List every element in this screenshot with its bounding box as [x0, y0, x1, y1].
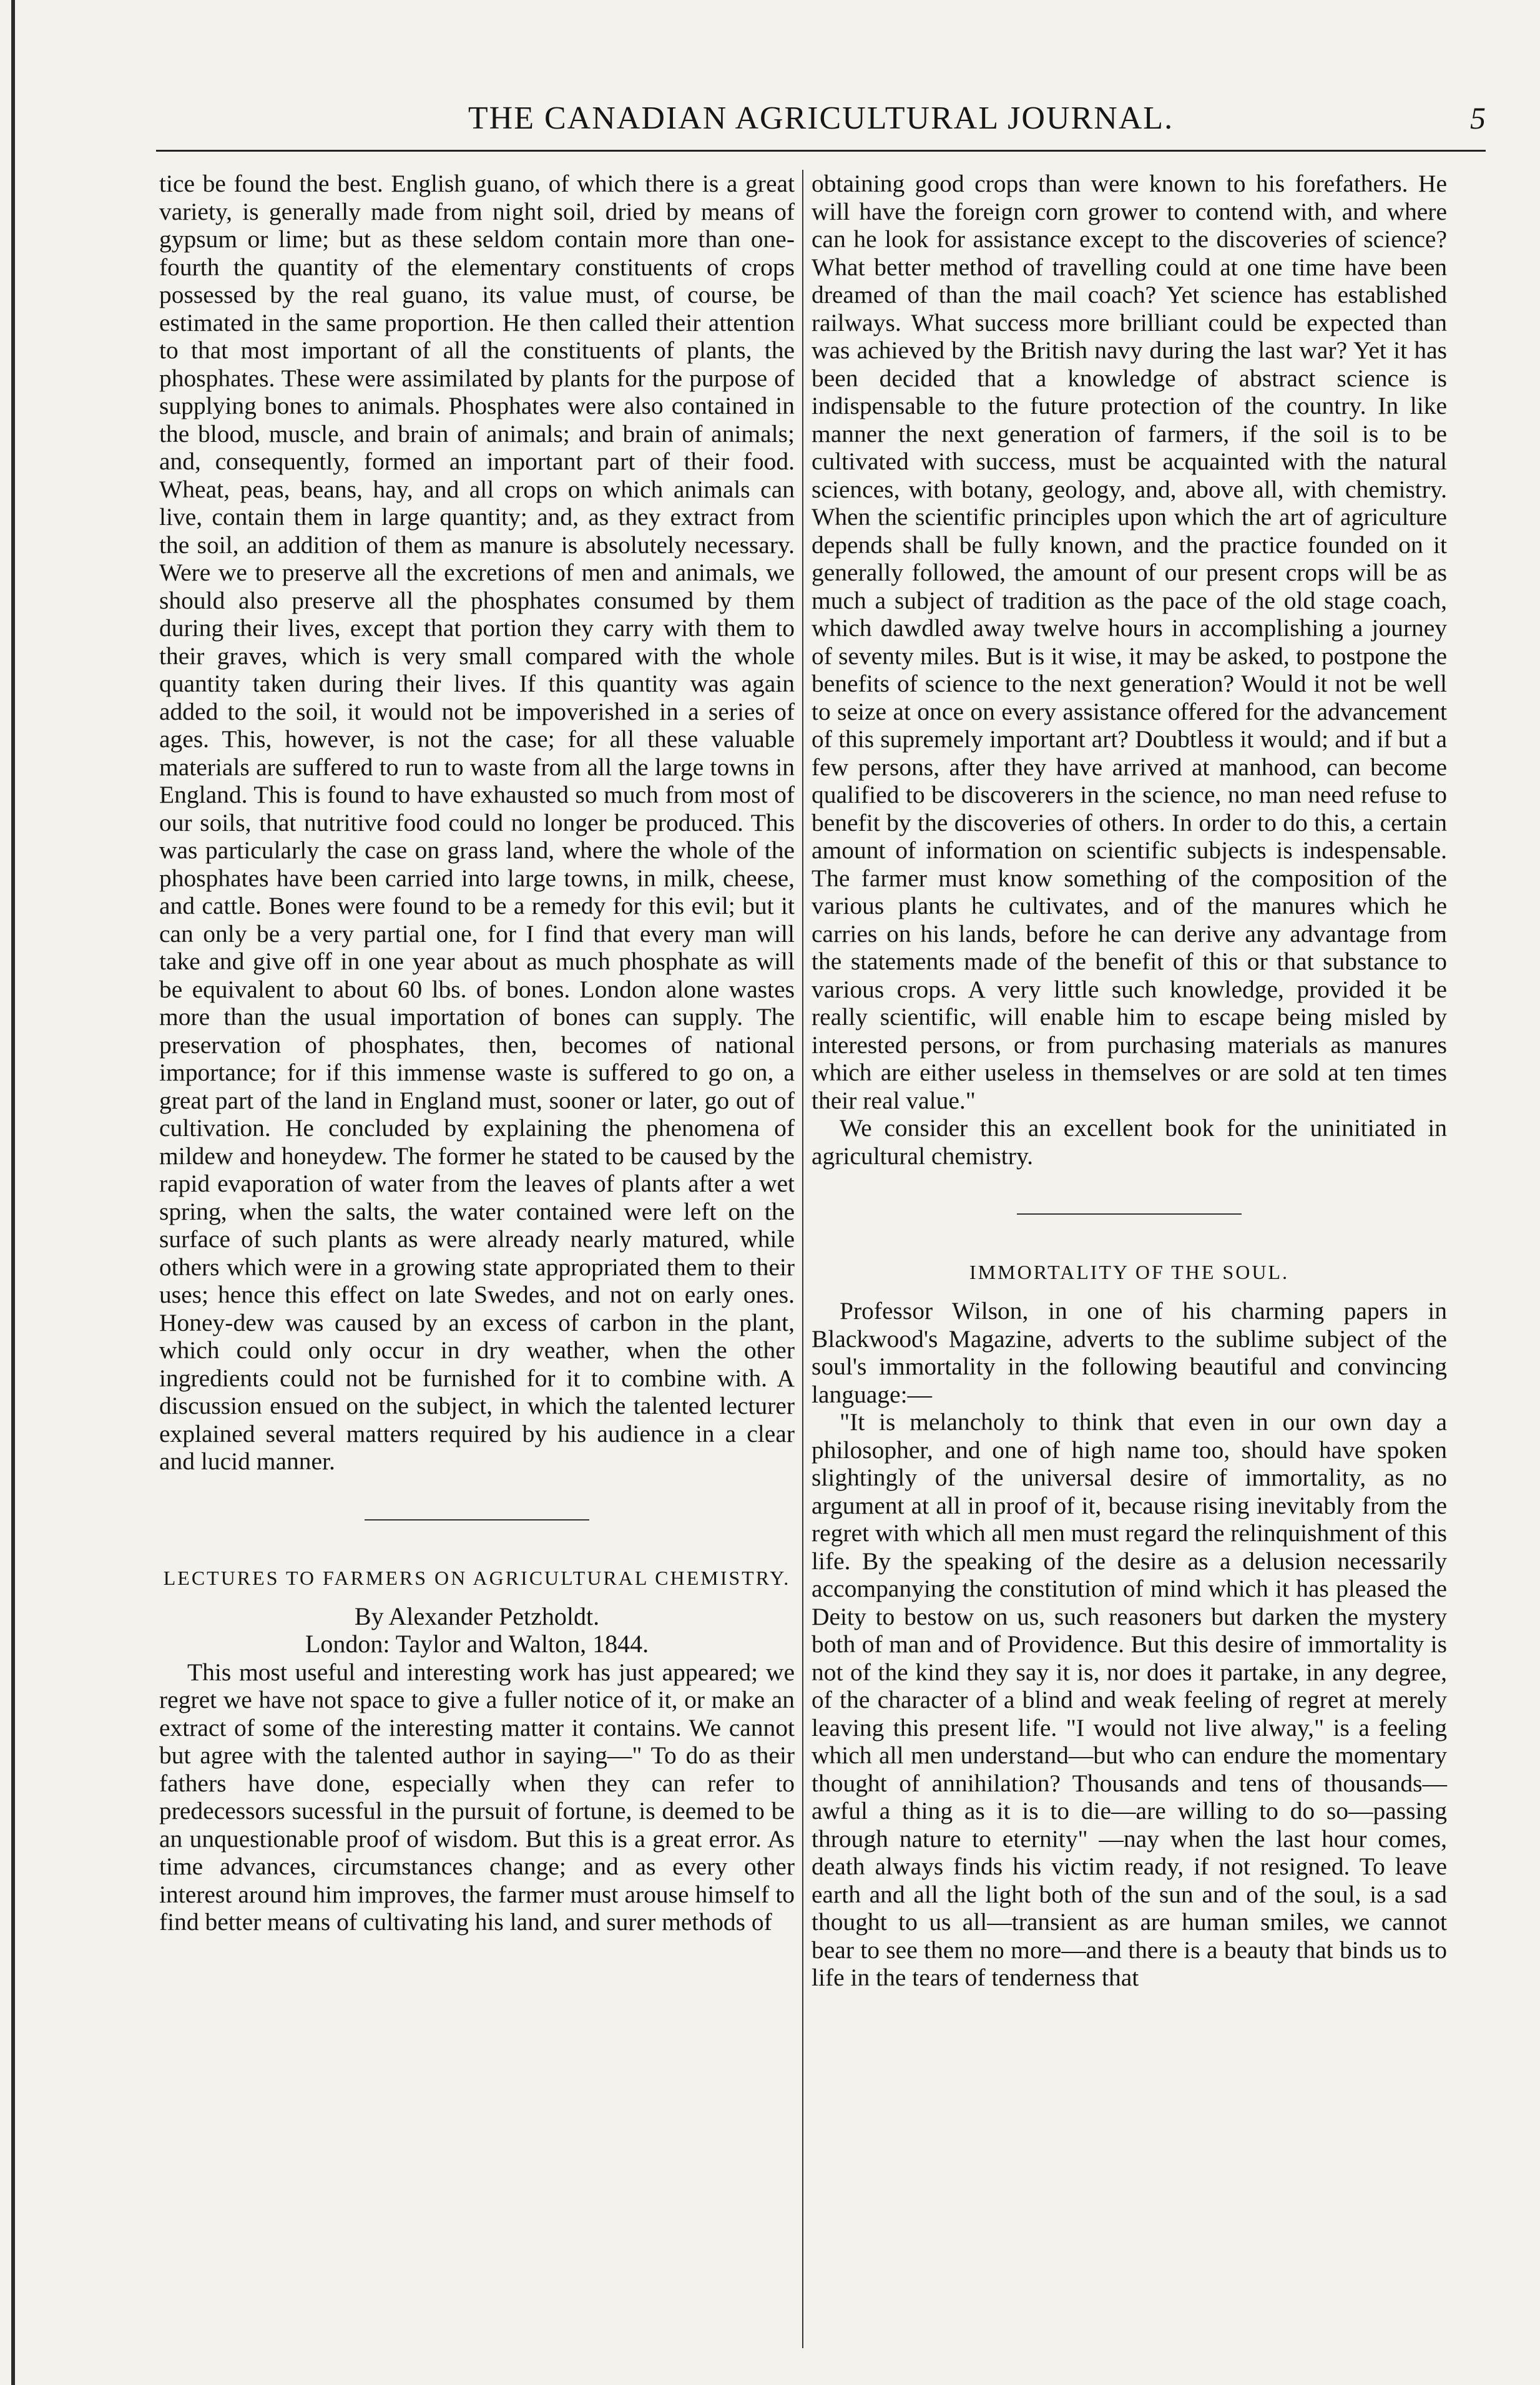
page-number: 5 — [1470, 100, 1486, 135]
page-edge-rule — [11, 0, 15, 2385]
review-conclusion: We consider this an excellent book for the uninitiated in agricultural chemistry. — [812, 1114, 1447, 1170]
intro-text: Professor Wilson, in one of his charming papers in Blackwood's Magazine, adverts to the sublime subject of the soul's immortality in the following beautiful and convincing language:— — [812, 1297, 1447, 1408]
right-column — [812, 170, 1447, 1992]
section-title-immortality: IMMORTALITY OF THE SOUL. — [969, 1261, 1289, 1283]
continued-article-text: tice be found the best. English guano, of which there is a great variety, is generally made from night soil, dried by means of gypsum or lime; but as these seldom contain more than one-fourth the quantity of the elementary constituents of crops possessed by the real guano, its value must, of course, be estimated in the same proportion. He then called their attention to that most important of all the constituents of plants, the phosphates. These were assimilated by plants for the purpose of supplying bones to animals. Phosphates were also contained in the blood, muscle, and brain of animals; and brain of animals; and, consequently, formed an important part of their food. Wheat, peas, beans, hay, and all crops on which animals can live, contain them in large quantity; and, as they extract from the soil, an addition of them as manure is absolutely necessary. Were we to preserve all the excretions of men and animals, we should also preserve all the phosphates consumed by them during their lives, except that portion they carry with them to their graves, which is very small compared with the whole quantity taken during their lives. If this quantity was again added to the soil, it would not be impoverished in a series of ages. This, however, is not the case; for all these valuable materials are suffered to run to waste from all the large towns in England. This is found to have exhausted so much from most of our soils, that nutritive food could no longer be produced. This was particularly the case on grass land, where the whole of the phosphates have been carried into large towns, in milk, cheese, and cattle. Bones were found to be a remedy for this evil; but it can only be a very partial one, for I find that every man will take and give off in one year about as much phosphate as will be equivalent to about 60 lbs. of bones. London alone wastes more than the usual importation of bones can supply. The preservation of phosphates, then, becomes of national importance; for if this immense waste is suffered to go on, a great part of the land in England must, sooner or later, go out of cultivation. He concluded by explaining the phenomena of mildew and honeydew. The former he stated to be caused by the rapid evaporation of water from the leaves of plants after a wet spring, when the salts, the water contained were left on the surface of such plants as were already nearly matured, while others which were in a growing state appropriated them to their uses; hence this effect on late Swedes, and not on early ones. Honey-dew was caused by an excess of carbon in the plant, which could only occur in dry weather, when the other ingredients could not be furnished for it to combine with. A discussion ensued on the subject, in which the talented lecturer explained several matters required by his audience in a clear and lucid manner. — [159, 170, 795, 1475]
column-divider — [802, 170, 803, 2348]
section-title-lectures: LECTURES TO FARMERS ON AGRICULTURAL CHEMISTRY. — [163, 1566, 791, 1589]
quoted-passage: "It is melancholy to think that even in our own day a philosopher, and one of high name too, should have spoken slightingly of the universal desire of immortality, as no argument at all in proof of it, because rising inevitably from the regret with which all men must regard the relinquishment of this life. By the speaking of the desire as a delusion necessarily accompanying the constitution of mind which it has pleased the Deity to bestow on us, such reasoners but darken the mystery both of man and of Providence. But this desire of immortality is not of the kind they say it is, nor does it partake, in any degree, of the character of a blind and weak feeling of regret at merely leaving this present life. "I would not live alway," is a feeling which all men understand—but who can endure the momentary thought of annihilation? Thousands and tens of thousands—awful a thing as it is to die—are willing to do so—passing through nature to eternity" —nay when the last hour comes, death always finds his victim ready, if not resigned. To leave earth and all the light both of the sun and of the soul, is a sad thought to us all—transient as are human smiles, we cannot bear to see them no more—and there is a beauty that binds us to life in the tears of tenderness that — [812, 1408, 1447, 1991]
left-column — [159, 170, 795, 1936]
review-text: This most useful and interesting work has just appeared; we regret we have not space to give a fuller notice of it, or make an extract of some of the interesting matter it contains. We cannot but agree with the talented author in saying—" To do as their fathers have done, especially when they can refer to predecessors sucessful in the pursuit of fortune, is deemed to be an unquestionable proof of wisdom. But this is a great error. As time advances, circumstances change; and as every other interest around him improves, the farmer must arouse himself to find better means of cultivating his land, and surer methods of — [159, 1658, 795, 1936]
book-imprint: London: Taylor and Walton, 1844. — [305, 1630, 649, 1658]
article-byline: By Alexander Petzholdt. — [354, 1602, 600, 1630]
header-rule — [156, 150, 1486, 152]
quoted-review-text: obtaining good crops than were known to his forefathers. He will have the foreign corn grower to contend with, and where can he look for assistance except to the discoveries of science? What better method of travelling could at one time have been dreamed of than the mail coach? Yet science has established railways. What success more brilliant could be expected than was achieved by the British navy during the last war? Yet it has been decided that a knowledge of abstract science is indispensable to the future protection of the country. In like manner the next generation of farmers, if the soil is to be cultivated with success, must be acquainted with the natural sciences, with botany, geology, and, above all, with chemistry. When the scientific principles upon which the art of agriculture depends shall be fully known, and the practice founded on it generally followed, the amount of our present crops will be as much a subject of tradition as the pace of the old stage coach, which dawdled away twelve hours in accomplishing a journey of seventy miles. But is it wise, it may be asked, to postpone the benefits of science to the next generation? Would it not be well to seize at once on every assistance offered for the advancement of this supremely important art? Doubtless it would; and if but a few persons, after they have arrived at manhood, can become qualified to be discoverers in the science, no man need refuse to benefit by the discoveries of others. In order to do this, a certain amount of information on scientific subjects is indespensable. The farmer must know something of the composition of the various plants he cultivates, and of the manures which he carries on his lands, before he can derive any advantage from the statements made of the benefit of this or that substance to various crops. A very little such knowledge, provided it be really scientific, will enable him to escape being misled by interested persons, or from purchasing materials as manures which are either useless in themselves or are sold at ten times their real value." — [812, 170, 1447, 1114]
running-title: THE CANADIAN AGRICULTURAL JOURNAL. — [468, 100, 1174, 136]
page-header — [156, 94, 1486, 150]
